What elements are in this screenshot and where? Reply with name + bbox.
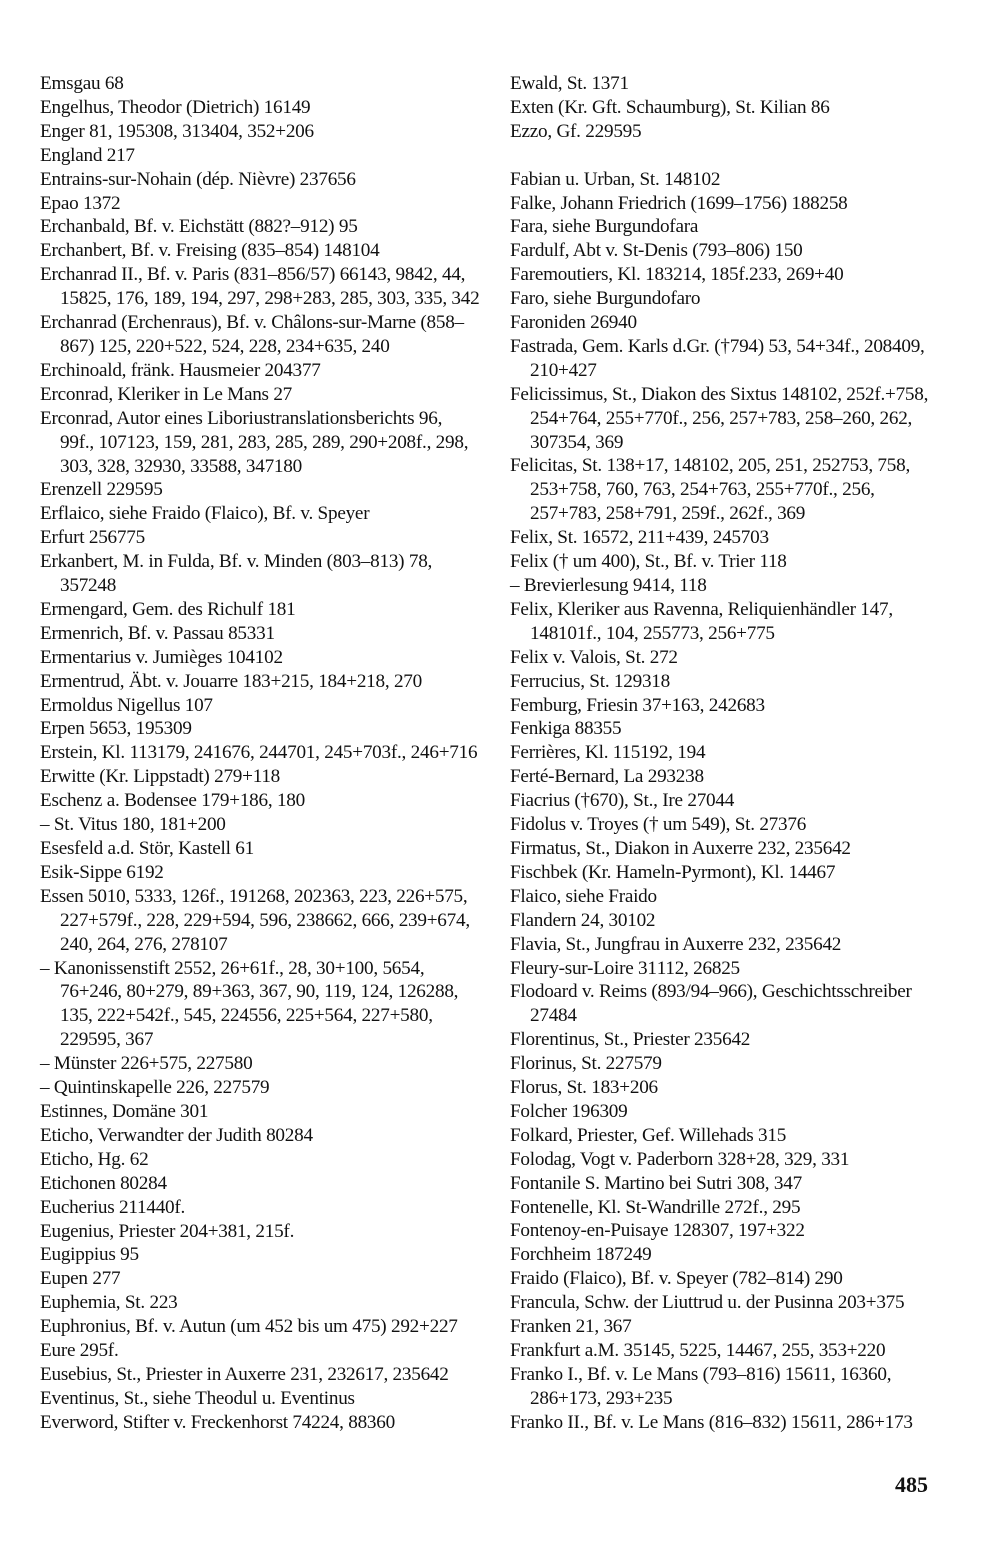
index-entry: Florus, St. 183+206 <box>510 1077 658 1099</box>
index-entry: Eugenius, Priester 204+381, 215f. <box>40 1220 295 1242</box>
index-entry: Falke, Johann Friedrich (1699–1756) 188258 <box>510 192 848 214</box>
index-entry: Erflaico, siehe Fraido (Flaico), Bf. v. Speyer <box>40 503 370 525</box>
index-entry: Forchheim 187249 <box>510 1244 652 1266</box>
index-entry: Felix († um 400), St., Bf. v. Trier 118 <box>510 551 787 573</box>
index-entry: Fabian u. Urban, St. 148102 <box>510 168 721 190</box>
index-entry: Enger 81, 195308, 313404, 352+206 <box>40 120 314 142</box>
index-entry: Exten (Kr. Gft. Schaumburg), St. Kilian 86 <box>510 96 830 118</box>
index-entry: Entrains-sur-Nohain (dép. Nièvre) 237656 <box>40 168 356 190</box>
index-entry: Ezzo, Gf. 229595 <box>510 120 642 142</box>
index-entry: Erchanbert, Bf. v. Freising (835–854) 148104 <box>40 240 380 262</box>
index-entry: Erchanrad II., Bf. v. Paris (831–856/57) 66143, 9842, 44, 15825, 176, 189, 194, 297, 298+283, 285, 303, 335, 342 <box>40 264 480 310</box>
page-number: 485 <box>895 1472 928 1497</box>
index-entry: Ermoldus Nigellus 107 <box>40 694 213 716</box>
index-entry: Franko I., Bf. v. Le Mans (793–816) 15611, 16360, 286+173, 293+235 <box>510 1363 892 1409</box>
index-entry: – Kanonissenstift 2552, 26+61f., 28, 30+100, 5654, 76+246, 80+279, 89+363, 367, 90, 119, 124, 126288, 135, 222+542f., 545, 224556, 225+564, 227+580, 229595, 367 <box>40 957 459 1051</box>
index-entry: Felix v. Valois, St. 272 <box>510 646 678 668</box>
index-entry: Folodag, Vogt v. Paderborn 328+28, 329, 331 <box>510 1148 850 1170</box>
index-entry: England 217 <box>40 144 135 166</box>
index-entry: Esesfeld a.d. Stör, Kastell 61 <box>40 838 254 859</box>
index-entry: Eticho, Verwandter der Judith 80284 <box>40 1124 313 1146</box>
index-entry: Fardulf, Abt v. St-Denis (793–806) 150 <box>510 240 803 262</box>
index-entry: Epao 1372 <box>40 192 121 214</box>
index-entry: Erchanbald, Bf. v. Eichstätt (882?–912) 95 <box>40 216 358 238</box>
index-entry: Eticho, Hg. 62 <box>40 1148 149 1170</box>
index-entry: Franko II., Bf. v. Le Mans (816–832) 15611, 286+173 <box>510 1411 913 1433</box>
index-entry: Frankfurt a.M. 35145, 5225, 14467, 255, 353+220 <box>510 1340 886 1362</box>
index-entry: Euphemia, St. 223 <box>40 1292 178 1314</box>
index-entry: Folkard, Priester, Gef. Willehads 315 <box>510 1124 787 1146</box>
index-entry: – Brevierlesung 9414, 118 <box>510 575 707 597</box>
index-entry: Firmatus, St., Diakon in Auxerre 232, 235642 <box>510 837 851 859</box>
index-entry: Erwitte (Kr. Lippstadt) 279+118 <box>40 766 281 788</box>
index-entry: Ermentarius v. Jumièges 104102 <box>40 646 283 668</box>
index-entry: Eventinus, St., siehe Theodul u. Eventinus <box>40 1387 355 1409</box>
index-entry: Euphronius, Bf. v. Autun (um 452 bis um 475) 292+227 <box>40 1316 458 1338</box>
index-column-right <box>510 72 950 1435</box>
index-entry: Ermentrud, Äbt. v. Jouarre 183+215, 184+218, 270 <box>40 670 422 692</box>
index-entry: Essen 5010, 5333, 126f., 191268, 202363, 223, 226+575, 227+579f., 228, 229+594, 596, 238662, 666, 239+674, 240, 264, 276, 278107 <box>40 885 470 955</box>
index-entry: Eucherius 211440f. <box>40 1196 186 1218</box>
index-entry: Erenzell 229595 <box>40 479 163 501</box>
index-entry: Fiacrius (†670), St., Ire 27044 <box>510 790 735 812</box>
index-entry: Florentinus, St., Priester 235642 <box>510 1029 751 1051</box>
index-entry: Etichonen 80284 <box>40 1172 167 1194</box>
index-entry: – Münster 226+575, 227580 <box>40 1053 253 1075</box>
index-entry: Fraido (Flaico), Bf. v. Speyer (782–814) 290 <box>510 1268 843 1290</box>
index-entry: Erchinoald, fränk. Hausmeier 204377 <box>40 359 321 381</box>
index-entry: Emsgau 68 <box>40 73 124 94</box>
index-entry: Femburg, Friesin 37+163, 242683 <box>510 694 765 716</box>
index-entry: Felix, St. 16572, 211+439, 245703 <box>510 527 769 549</box>
index-entry: Felix, Kleriker aus Ravenna, Reliquienhändler 147, 148101f., 104, 255773, 256+775 <box>510 598 893 644</box>
index-entry: Everword, Stifter v. Freckenhorst 74224, 88360 <box>40 1411 395 1433</box>
index-entry: Erpen 5653, 195309 <box>40 718 192 740</box>
index-entry: Florinus, St. 227579 <box>510 1053 662 1075</box>
index-entry: Flodoard v. Reims (893/94–966), Geschichtsschreiber 27484 <box>510 981 912 1027</box>
index-entry: Felicissimus, St., Diakon des Sixtus 148102, 252f.+758, 254+764, 255+770f., 256, 257+783, 258–260, 262, 307354, 369 <box>510 383 929 453</box>
index-entry: Eupen 277 <box>40 1268 121 1290</box>
index-entry: Erconrad, Kleriker in Le Mans 27 <box>40 383 293 405</box>
index-entry: Fischbek (Kr. Hameln-Pyrmont), Kl. 14467 <box>510 861 836 883</box>
index-column-left <box>40 72 480 1435</box>
index-entry: Faroniden 26940 <box>510 312 637 334</box>
index-entry: Eschenz a. Bodensee 179+186, 180 <box>40 790 305 812</box>
index-entry: Ferrières, Kl. 115192, 194 <box>510 742 706 764</box>
index-entry: – Quintinskapelle 226, 227579 <box>40 1077 270 1099</box>
index-entry: Fara, siehe Burgundofara <box>510 216 699 238</box>
index-entry: Estinnes, Domäne 301 <box>40 1100 209 1122</box>
index-entry: Faremoutiers, Kl. 183214, 185f.233, 269+40 <box>510 264 844 286</box>
index-entry: Erfurt 256775 <box>40 527 145 549</box>
index-entry: Engelhus, Theodor (Dietrich) 16149 <box>40 96 311 118</box>
index-entry: Erstein, Kl. 113179, 241676, 244701, 245+703f., 246+716 <box>40 742 478 764</box>
index-entry: Francula, Schw. der Liuttrud u. der Pusinna 203+375 <box>510 1292 905 1314</box>
index-entry: Ferté-Bernard, La 293238 <box>510 766 704 788</box>
index-entry: Ermengard, Gem. des Richulf 181 <box>40 598 296 620</box>
index-entry: Folcher 196309 <box>510 1100 628 1122</box>
index-entry: Flaico, siehe Fraido <box>510 885 657 907</box>
index-entry: Flavia, St., Jungfrau in Auxerre 232, 235642 <box>510 933 842 955</box>
index-entry: Ewald, St. 1371 <box>510 73 629 94</box>
index-entry: Eure 295f. <box>40 1340 119 1362</box>
index-entry: Erkanbert, M. in Fulda, Bf. v. Minden (803–813) 78, 357248 <box>40 551 433 597</box>
index-entry: Fastrada, Gem. Karls d.Gr. (†794) 53, 54+34f., 208409, 210+427 <box>510 335 925 381</box>
index-entry: Fontenelle, Kl. St-Wandrille 272f., 295 <box>510 1196 801 1218</box>
index-entry: Eugippius 95 <box>40 1244 139 1266</box>
index-entry: Fidolus v. Troyes († um 549), St. 27376 <box>510 814 807 836</box>
index-entry: Fenkiga 88355 <box>510 718 622 740</box>
index-entry: Franken 21, 367 <box>510 1316 632 1338</box>
index-entry: Fleury-sur-Loire 31112, 26825 <box>510 957 740 979</box>
index-entry: Flandern 24, 30102 <box>510 909 656 931</box>
index-entry: – St. Vitus 180, 181+200 <box>40 814 226 836</box>
index-entry: Ferrucius, St. 129318 <box>510 670 670 692</box>
index-entry: Faro, siehe Burgundofaro <box>510 288 701 310</box>
index-entry: Felicitas, St. 138+17, 148102, 205, 251, 252753, 758, 253+758, 760, 763, 254+763, 255+770f., 256, 257+783, 258+791, 259f., 262f., 369 <box>510 455 910 525</box>
index-entry: Esik-Sippe 6192 <box>40 861 164 883</box>
index-entry: Ermenrich, Bf. v. Passau 85331 <box>40 622 275 644</box>
index-entry: Fontenoy-en-Puisaye 128307, 197+322 <box>510 1220 805 1242</box>
index-entry: Eusebius, St., Priester in Auxerre 231, 232617, 235642 <box>40 1363 449 1385</box>
index-entry: Erchanrad (Erchenraus), Bf. v. Châlons-sur-Marne (858–867) 125, 220+522, 524, 228, 234+635, 240 <box>40 312 464 357</box>
index-entry: Erconrad, Autor eines Liboriustranslationsberichts 96, 99f., 107123, 159, 281, 283, 285, 289, 290+208f., 298, 303, 328, 32930, 33588, 347180 <box>40 407 469 477</box>
index-entry: Fontanile S. Martino bei Sutri 308, 347 <box>510 1172 802 1194</box>
